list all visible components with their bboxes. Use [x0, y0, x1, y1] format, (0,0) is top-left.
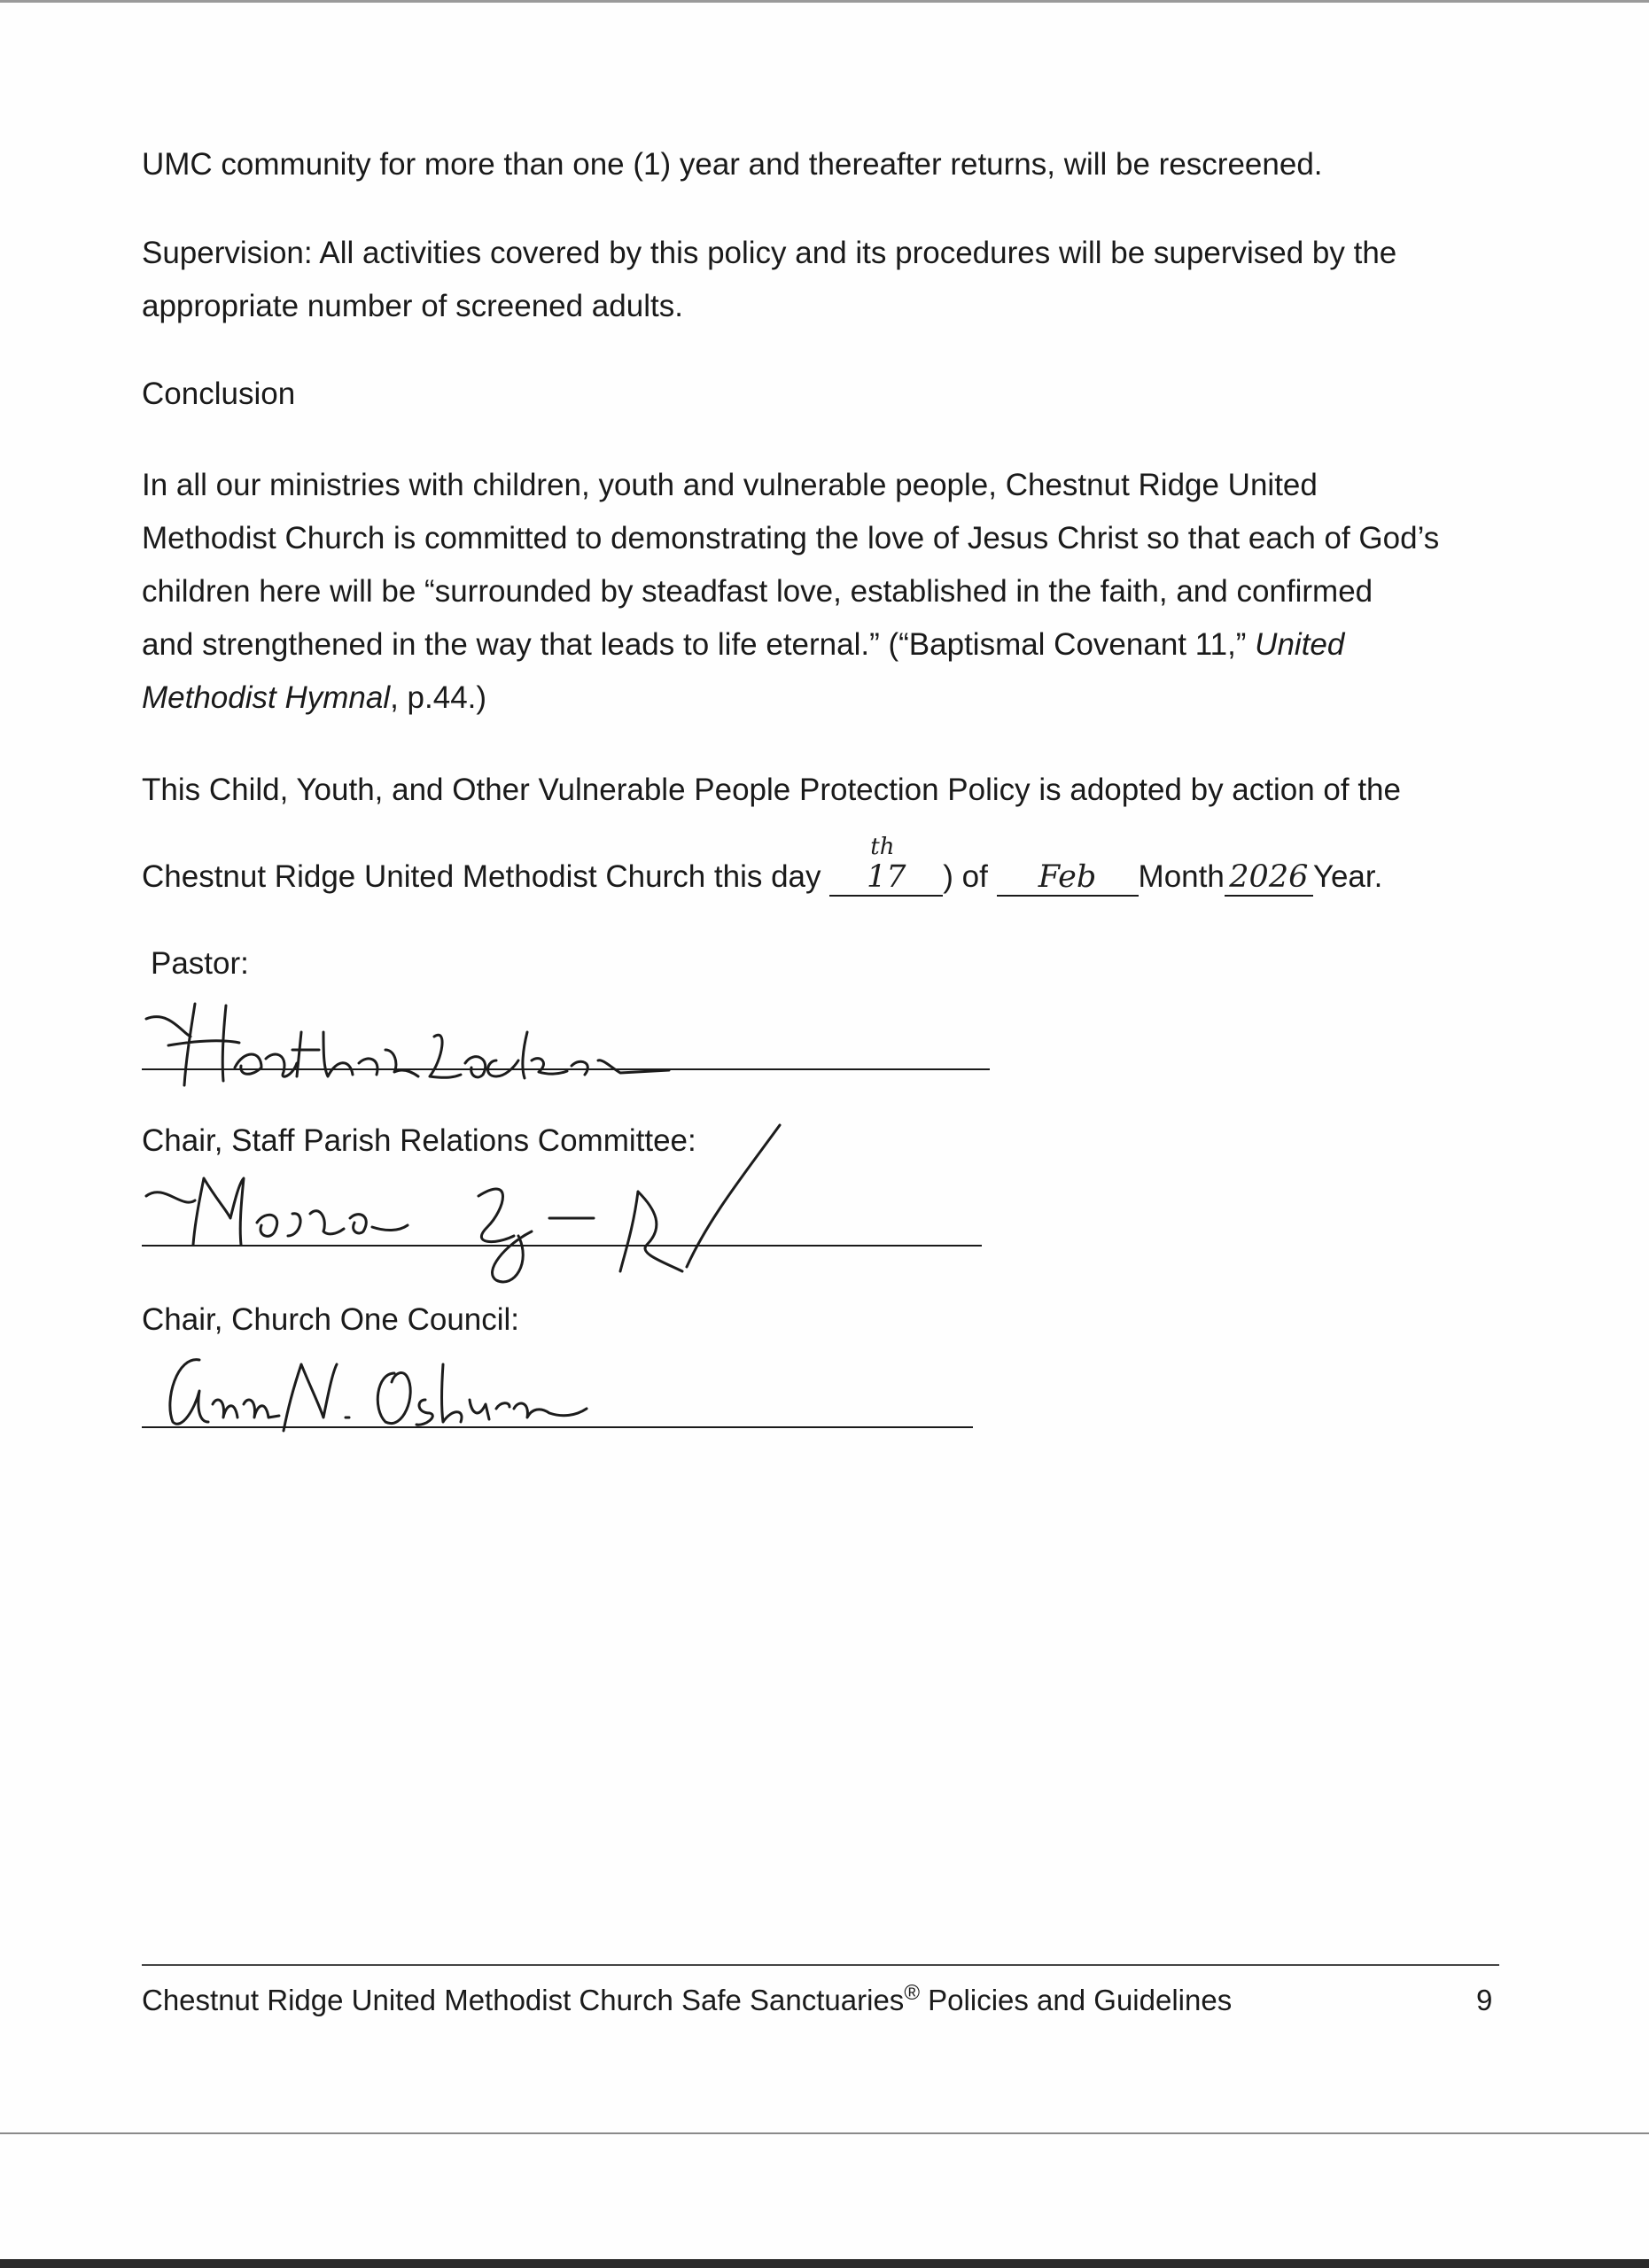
conclusion-heading	[142, 368, 1506, 421]
hymnal-title-part2: Methodist Hymnal	[142, 680, 391, 715]
supervision-paragraph	[142, 227, 1506, 333]
council-chair-signature	[159, 1347, 603, 1435]
conclusion-text-line3: children here will be “surrounded by steadfast love, established in the faith, and confirmed	[142, 574, 1373, 609]
supervision-text-line1: Supervision: All activities covered by this policy and its procedures will be supervised by the	[142, 236, 1397, 270]
rescreen-paragraph	[142, 138, 1506, 191]
year-fill-field[interactable]	[1225, 859, 1313, 897]
adoption-month-label: Month	[1138, 859, 1225, 894]
adoption-text-line1: This Child, Youth, and Other Vulnerable People Protection Policy is adopted by action of the	[142, 773, 1401, 807]
adoption-text-line2: Chestnut Ridge United Methodist Church this day	[142, 859, 830, 894]
conclusion-paragraph	[142, 459, 1506, 725]
rescreen-text: UMC community for more than one (1) year and thereafter returns, will be rescreened.	[142, 147, 1323, 182]
pastor-signature	[142, 997, 673, 1094]
adoption-of-text: ) of	[943, 859, 997, 894]
council-chair-label	[142, 1301, 519, 1340]
conclusion-text-line1: In all our ministries with children, youth and vulnerable people, Chestnut Ridge United	[142, 468, 1318, 502]
handwritten-day-suffix: th	[870, 834, 895, 860]
scan-edge-bottom	[0, 2259, 1649, 2268]
sprc-chair-signature-line	[142, 1245, 982, 1247]
footer-title	[142, 1981, 1232, 2020]
handwritten-day: 17	[866, 859, 906, 895]
month-fill-field[interactable]	[997, 859, 1139, 897]
footer-title-text: Chestnut Ridge United Methodist Church Safe Sanctuaries	[142, 1984, 905, 2016]
registered-mark: ®	[904, 1981, 920, 2005]
council-chair-signature-line	[142, 1426, 973, 1428]
handwritten-month: Feb	[1038, 859, 1097, 895]
footer-title-suffix: Policies and Guidelines	[920, 1984, 1233, 2016]
conclusion-heading-text: Conclusion	[142, 377, 296, 411]
sprc-chair-label-text: Chair, Staff Parish Relations Committee:	[142, 1123, 696, 1158]
sprc-chair-signature	[142, 1112, 797, 1298]
conclusion-text-line4: and strengthened in the way that leads to life eternal.” (“Baptismal Covenant 11,”	[142, 627, 1256, 662]
page-number-text: 9	[1476, 1984, 1493, 2016]
scan-edge-top	[0, 0, 1649, 3]
adoption-line1	[142, 764, 1506, 817]
hymnal-page-ref: , p.44.)	[390, 680, 487, 715]
pastor-label-text: Pastor:	[151, 946, 249, 981]
adoption-year-label: Year.	[1312, 859, 1383, 894]
adoption-line2	[142, 834, 1506, 904]
handwritten-year: 2026	[1229, 859, 1309, 895]
hymnal-title-part1: United	[1255, 627, 1345, 662]
conclusion-text-line2: Methodist Church is committed to demonstrating the love of Jesus Christ so that each of God’s	[142, 521, 1440, 555]
supervision-text-line2: appropriate number of screened adults.	[142, 289, 683, 323]
pastor-signature-line	[142, 1068, 990, 1070]
day-fill-field[interactable]	[829, 834, 943, 897]
footer-rule	[142, 1964, 1499, 1966]
page-number	[1476, 1981, 1492, 2020]
scan-edge-line	[0, 2132, 1649, 2134]
council-chair-label-text: Chair, Church One Council:	[142, 1302, 520, 1337]
pastor-label	[151, 944, 249, 983]
